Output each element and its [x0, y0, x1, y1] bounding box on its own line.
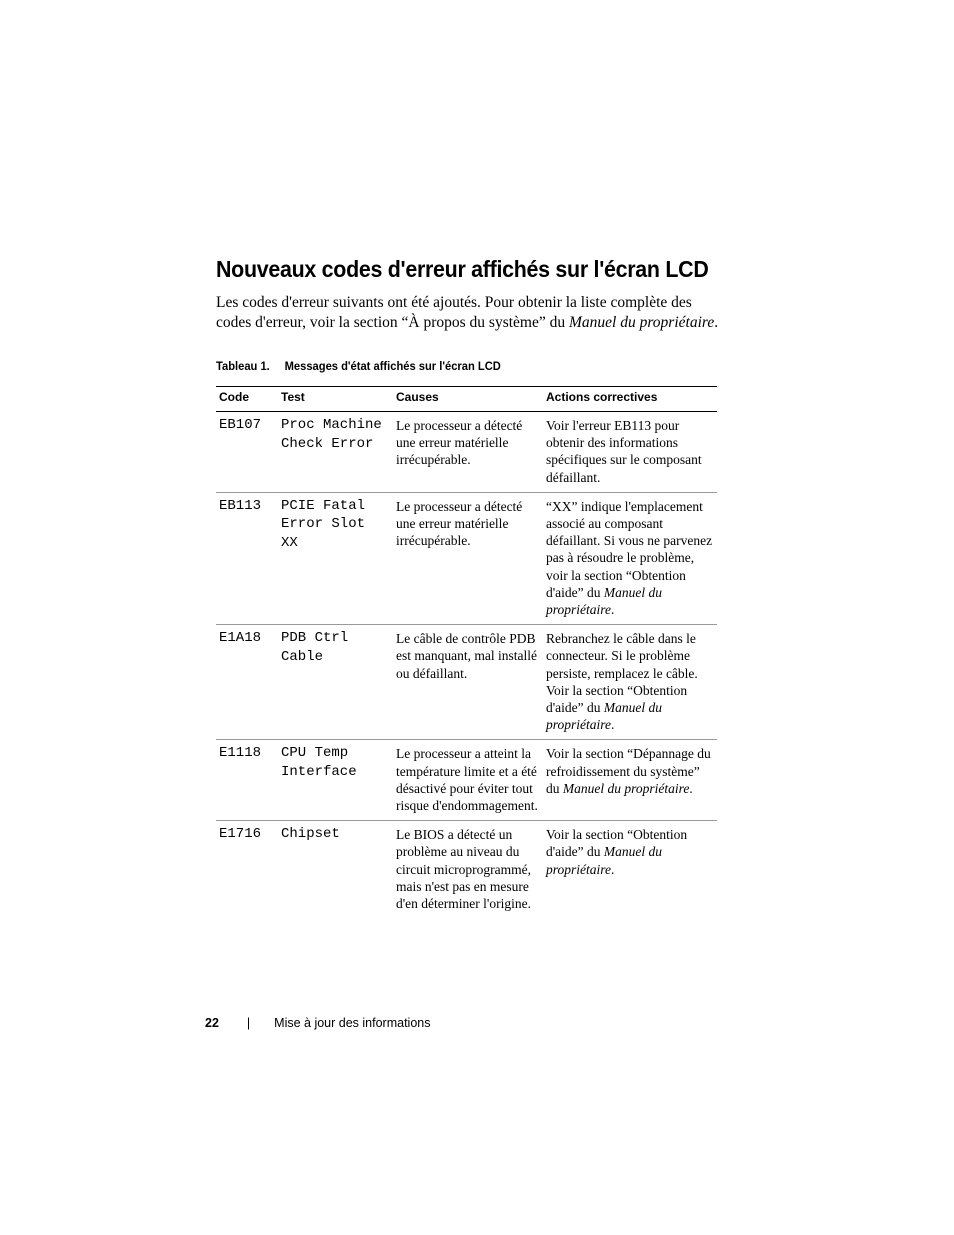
cell-cause: Le processeur a détecté une erreur matérielle irrécupérable.: [396, 498, 523, 549]
table-number: Tableau 1.: [216, 359, 270, 373]
action-text: Voir la section “Obtention d'aide” du: [546, 827, 688, 860]
cell-test: PCIE Fatal Error Slot XX: [281, 497, 366, 551]
cell-test: PDB Ctrl Cable: [281, 630, 349, 665]
cell-cause: Le processeur a détecté une erreur matérielle irrécupérable.: [396, 418, 523, 468]
cell-action: [543, 412, 717, 493]
action-text: Rebranchez le câble dans le connecteur. Si le problème persiste, remplacez le câble. Voir la section “Obtention d'aide” du: [546, 631, 698, 716]
cell-code: E1A18: [219, 630, 262, 647]
cell-cause: Le processeur a atteint la température limite et a été désactivé pour éviter tout risque d'endommagement.: [396, 746, 538, 814]
cell-cause: Le câble de contrôle PDB est manquant, mal installé ou défaillant.: [396, 631, 537, 681]
table-row: [216, 625, 717, 740]
action-tail: .: [689, 780, 693, 796]
table-row: [216, 740, 717, 821]
cell-code: EB107: [219, 417, 262, 433]
cell-test: Proc Machine Check Error: [281, 417, 382, 452]
page-number: 22: [205, 1016, 219, 1030]
cell-action: [543, 821, 717, 919]
cell-code: E1716: [219, 826, 262, 843]
action-manual-title: Manuel du propriétaire: [546, 584, 663, 618]
cell-code: E1118: [219, 745, 262, 762]
cell-test: Chipset: [281, 826, 340, 843]
cell-action: [543, 625, 717, 740]
table-row: [216, 492, 717, 624]
header-code: Code: [219, 390, 249, 404]
action-tail: .: [611, 861, 615, 877]
cell-code: EB113: [219, 497, 262, 514]
action-manual-title: Manuel du propriétaire: [546, 844, 663, 877]
action-tail: .: [611, 717, 615, 733]
action-manual-title: Manuel du propriétaire: [546, 700, 663, 733]
intro-paragraph: [216, 293, 721, 332]
table-caption: [216, 359, 501, 373]
table-row: [216, 412, 717, 493]
action-text: Voir l'erreur EB113 pour obtenir des informations spécifiques sur le composant défaillant.: [546, 418, 702, 485]
page-footer: [205, 1016, 430, 1030]
action-manual-title: Manuel du propriétaire: [562, 780, 690, 796]
intro-text: Les codes d'erreur suivants ont été ajoutés. Pour obtenir la liste complète des codes d'erreur, voir la section “À propos du système” du: [216, 294, 692, 331]
page-title: Nouveaux codes d'erreur affichés sur l'écran LCD: [216, 256, 709, 282]
cell-cause: Le BIOS a détecté un problème au niveau du circuit microprogrammé, mais n'est pas en mesure d'en déterminer l'origine.: [396, 827, 531, 912]
action-text: Voir la section “Dépannage du refroidissement du système” du: [546, 746, 711, 796]
table-title: Messages d'état affichés sur l'écran LCD: [284, 359, 501, 373]
intro-tail: .: [714, 313, 719, 331]
action-text: “XX” indique l'emplacement associé au composant défaillant. Si vous ne parvenez pas à résoudre le problème, voir la section “Obtention d'aide” du: [546, 498, 713, 600]
lcd-messages-table: [216, 386, 717, 918]
header-causes: Causes: [396, 390, 439, 404]
intro-manual-title: Manuel du propriétaire: [568, 313, 715, 331]
header-actions: Actions correctives: [546, 390, 658, 404]
footer-section-title: Mise à jour des informations: [274, 1016, 431, 1030]
cell-test: CPU Temp Interface: [281, 745, 357, 780]
cell-action: [543, 740, 717, 821]
footer-separator: |: [246, 1016, 251, 1030]
table-row: [216, 821, 717, 919]
cell-action: [543, 492, 717, 624]
header-test: Test: [281, 390, 305, 404]
action-tail: .: [611, 602, 615, 618]
table-header-row: [216, 387, 717, 412]
